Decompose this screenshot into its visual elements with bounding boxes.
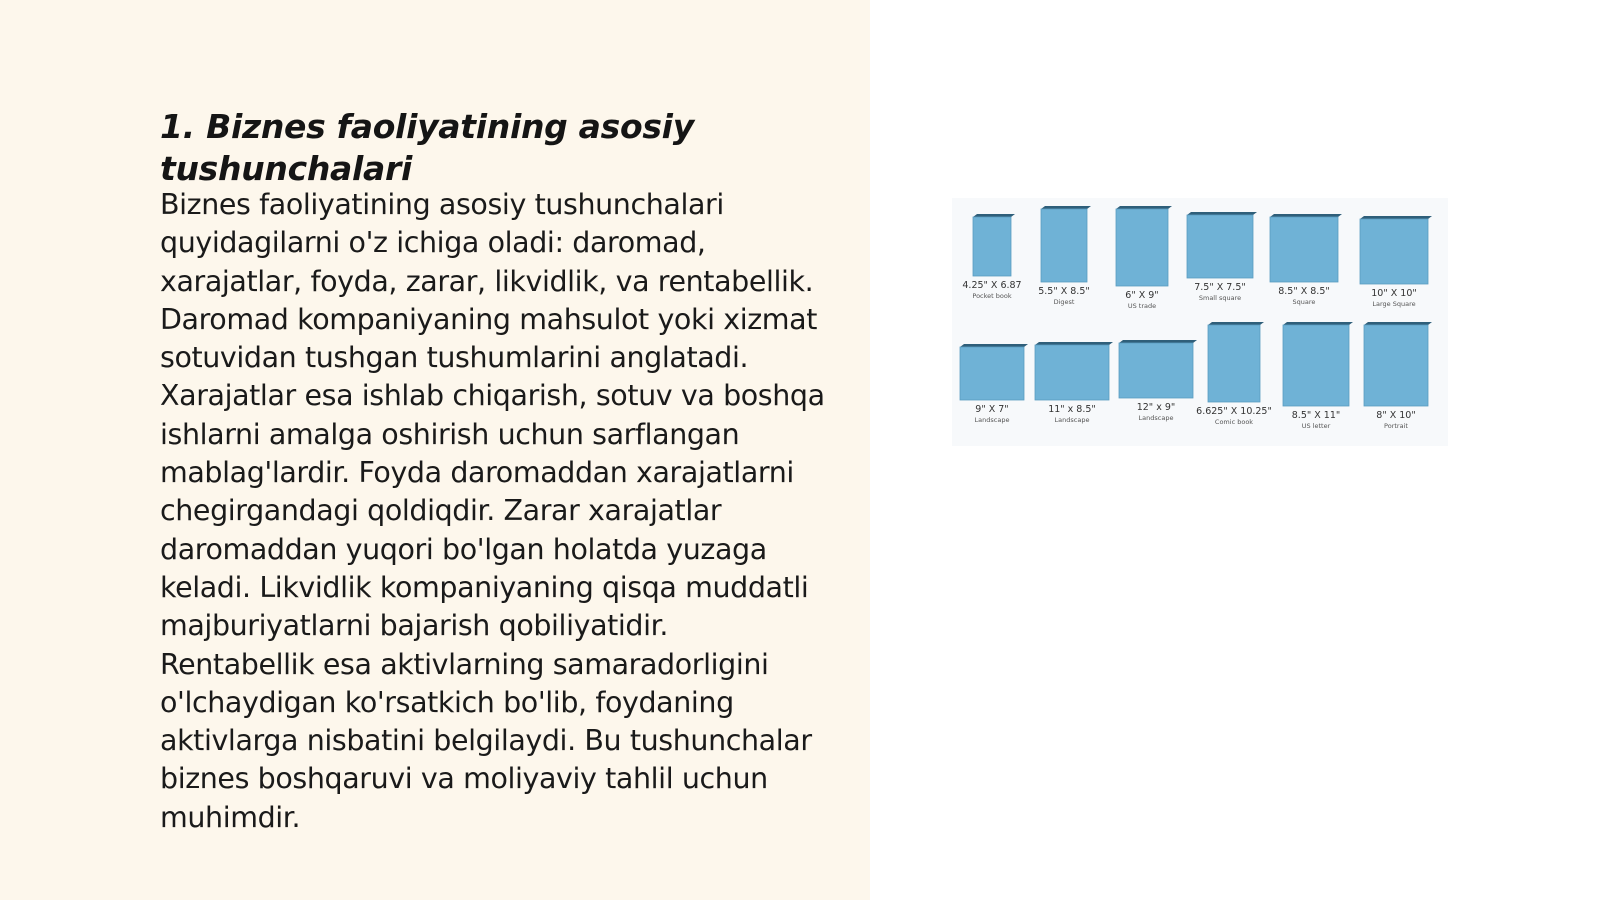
book-size-label: 10" X 10"	[1371, 288, 1417, 299]
book-item	[1360, 216, 1432, 308]
book-format-label: Square	[1292, 298, 1316, 306]
book-item	[1119, 340, 1197, 422]
book-format-label: Portrait	[1384, 422, 1408, 430]
book-size-label: 6.625" X 10.25"	[1196, 406, 1272, 417]
book-cover	[1364, 325, 1428, 406]
book-top-edge	[1187, 212, 1257, 215]
book-item	[1038, 206, 1091, 306]
book-format-label: Digest	[1053, 298, 1075, 306]
book-size-label: 8" X 10"	[1376, 410, 1416, 421]
book-item	[960, 344, 1028, 424]
book-cover	[1283, 325, 1349, 406]
image-panel	[870, 0, 1600, 900]
book-format-label: Large Square	[1372, 300, 1416, 308]
book-top-edge	[1041, 206, 1091, 209]
book-format-label: US trade	[1127, 302, 1157, 310]
book-item	[1283, 322, 1353, 430]
book-size-label: 8.5" X 11"	[1291, 410, 1341, 421]
book-top-edge	[1364, 322, 1432, 325]
book-format-label: Landscape	[1054, 416, 1090, 424]
book-size-label: 5.5" X 8.5"	[1038, 286, 1090, 297]
book-item	[962, 214, 1021, 300]
book-sizes-illustration	[952, 198, 1448, 446]
book-cover	[1041, 209, 1087, 282]
book-item	[1270, 214, 1342, 306]
book-size-label: 6" X 9"	[1125, 290, 1159, 301]
book-item	[1187, 212, 1257, 302]
book-format-label: Small square	[1198, 294, 1242, 302]
book-cover	[960, 347, 1024, 400]
book-format-label: US letter	[1301, 422, 1331, 430]
book-cover	[973, 217, 1011, 276]
book-top-edge	[1270, 214, 1342, 217]
book-top-edge	[973, 214, 1015, 217]
slide-title: 1. Biznes faoliyatining asosiy tushunchalari	[160, 107, 694, 188]
book-item	[1364, 322, 1432, 430]
book-item	[1035, 342, 1113, 424]
book-sizes-image	[952, 198, 1448, 446]
book-size-label: 9" X 7"	[975, 404, 1009, 415]
book-size-label: 4.25" X 6.87	[962, 280, 1022, 291]
book-size-label: 12" x 9"	[1136, 402, 1176, 413]
slide-body-text: Biznes faoliyatining asosiy tushunchalari quyidagilarni o'z ichiga oladi: daromad, xarajatlar, foyda, zarar, likvidlik, va rentabellik. Daromad kompaniyaning mahsulot yoki xizmat sotuvidan tushgan tushumlarini anglatadi. Xarajatlar esa ishlab chiqarish, sotuv va boshqa ishlarni amalga oshirish uchun sarflangan mablag'lardir. Foyda daromaddan xarajatlarni chegirgandagi qoldiqdir. Zarar xarajatlar daromaddan yuqori bo'lgan holatda yuzaga keladi. Likvidlik kompaniyaning qisqa muddatli majburiyatlarni bajarish qobiliyatidir. Rentabellik esa aktivlarning samaradorligini o'lchaydigan ko'rsatkich bo'lib, foydaning aktivlarga nisbatini belgilaydi. Bu tushunchalar biznes boshqaruvi va moliyaviy tahlil uchun muhimdir.	[160, 188, 825, 834]
book-top-edge	[1035, 342, 1113, 345]
book-size-label: 11" x 8.5"	[1048, 404, 1096, 415]
book-item	[1196, 322, 1272, 426]
book-top-edge	[1119, 340, 1197, 343]
book-cover	[1119, 343, 1193, 398]
book-format-label: Comic book	[1214, 418, 1254, 426]
book-item	[1116, 206, 1172, 310]
book-cover	[1270, 217, 1338, 282]
book-size-label: 8.5" X 8.5"	[1278, 286, 1330, 297]
book-cover	[1208, 325, 1260, 402]
book-format-label: Pocket book	[972, 292, 1012, 300]
book-top-edge	[960, 344, 1028, 347]
book-cover	[1035, 345, 1109, 400]
book-format-label: Landscape	[974, 416, 1010, 424]
book-top-edge	[1208, 322, 1264, 325]
book-top-edge	[1283, 322, 1353, 325]
book-top-edge	[1360, 216, 1432, 219]
book-size-label: 7.5" X 7.5"	[1194, 282, 1246, 293]
book-cover	[1360, 219, 1428, 284]
book-cover	[1116, 209, 1168, 286]
book-format-label: Landscape	[1138, 414, 1174, 422]
book-top-edge	[1116, 206, 1172, 209]
book-cover	[1187, 215, 1253, 278]
